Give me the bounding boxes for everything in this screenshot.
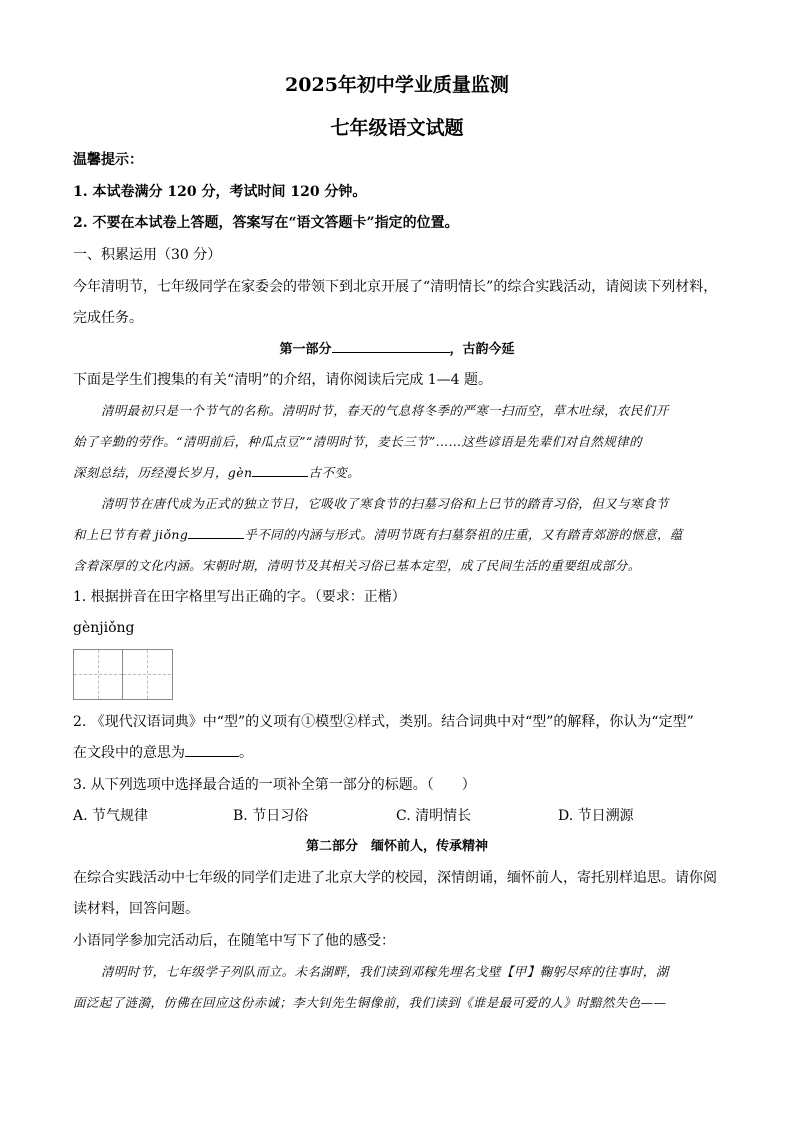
exam-subtitle: 七年级语文试题 (330, 117, 464, 139)
question-1: 1. 根据拼音在田字格里写出正确的字。（要求：正楷） (73, 589, 406, 605)
option-c[interactable]: C. 清明情长 (396, 808, 472, 824)
passage-1-line-1: 清明最初只是一个节气的名称。清明时节，春天的气息将冬季的严寒一扫而空，草木吐绿，农民们开 (101, 403, 669, 418)
part-2-intro-line-2: 读材料，回答问题。 (73, 901, 199, 917)
passage-2-line-1: 清明节在唐代成为正式的独立节日，它吸收了寒食节的扫墓习俗和上巳节的踏青习俗，但又与寒食节 (101, 496, 669, 511)
passage-2-line-3: 含着深厚的文化内涵。宋朝时期，清明节及其相关习俗已基本定型，成了民间生活的重要组成部分。 (73, 558, 641, 573)
part-2-lead: 小语同学参加完活动后，在随笔中写下了他的感受： (73, 933, 395, 949)
question-2-line-2-a: 在文段中的意思为 (73, 745, 185, 761)
part-2-intro-line-1: 在综合实践活动中七年级的同学们走进了北京大学的校园，深情朗诵，缅怀前人，寄托别样追思。请你阅 (73, 870, 717, 886)
passage-1-line-3-b: 古不变。 (308, 465, 361, 480)
option-b[interactable]: B. 节日习俗 (233, 808, 309, 824)
question-2-line-1: 2. 《现代汉语词典》中“型”的义项有①模型②样式，类别。结合词典中对“型”的解释，你认为“定型” (73, 714, 694, 730)
tianzige-cell-2[interactable] (123, 650, 171, 699)
part-1-lead: 下面是学生们搜集的有关“清明”的介绍，请你阅读后完成 1—4 题。 (73, 372, 493, 388)
passage-1-line-3 (73, 463, 723, 483)
section-1-heading: 一、积累运用（30 分） (73, 247, 222, 263)
question-2-line-2-b: 。 (239, 745, 253, 761)
dingxing-answer-blank[interactable] (185, 743, 239, 757)
tianzige-grid (73, 649, 173, 700)
part-2-title: 第二部分 缅怀前人，传承精神 (305, 839, 488, 854)
part-1-title-prefix: 第一部分 (279, 342, 332, 357)
section-1-intro-line-1: 今年清明节，七年级同学在家委会的带领下到北京开展了“清明情长”的综合实践活动，请阅读下列材料， (73, 279, 718, 295)
option-d[interactable]: D. 节日溯源 (558, 808, 634, 824)
passage-2-line-2-a: 和上巳节有着 jiǒng (73, 527, 189, 542)
part-1-title-blank[interactable] (332, 339, 450, 353)
question-2-line-2 (73, 743, 723, 763)
part-1-title-suffix: ，古韵今延 (449, 342, 515, 357)
essay-line-1: 清明时节，七年级学子列队而立。未名湖畔，我们读到邓稼先埋名戈壁【甲】鞠躬尽瘁的往事时，湖 (101, 964, 669, 979)
section-1-intro-line-2: 完成任务。 (73, 310, 143, 326)
tips-item-1: 1. 本试卷满分 120 分，考试时间 120 分钟。 (73, 184, 367, 200)
exam-title: 2025年初中学业质量监测 (285, 74, 509, 96)
passage-1-line-2: 始了辛勤的劳作。“清明前后，种瓜点豆”“清明时节，麦长三节”……这些谚语是先辈们对自然规律的 (73, 434, 642, 449)
gen-blank[interactable] (252, 463, 308, 477)
question-3: 3. 从下列选项中选择最合适的一项补全第一部分的标题。（ ） (73, 777, 476, 793)
tips-heading: 温馨提示： (73, 152, 143, 168)
tianzige-cell-1[interactable] (74, 650, 123, 699)
question-1-pinyin: gènjiǒng (73, 620, 135, 636)
option-a[interactable]: A. 节气规律 (73, 808, 149, 824)
passage-2-line-2-b: 乎不同的内涵与形式。清明节既有扫墓祭祖的庄重，又有踏青郊游的惬意，蕴 (244, 527, 683, 542)
tips-item-2: 2. 不要在本试卷上答题，答案写在“语文答题卡”指定的位置。 (73, 215, 459, 231)
essay-line-2: 面泛起了涟漪，仿佛在回应这份赤诚；李大钊先生铜像前，我们读到《谁是最可爱的人》时黯然失色—— (73, 995, 667, 1010)
passage-1-line-3-a: 深刻总结，历经漫长岁月，gèn (73, 465, 253, 480)
part-1-title (0, 339, 794, 360)
passage-2-line-2 (73, 525, 723, 545)
jiong-blank[interactable] (188, 525, 244, 539)
